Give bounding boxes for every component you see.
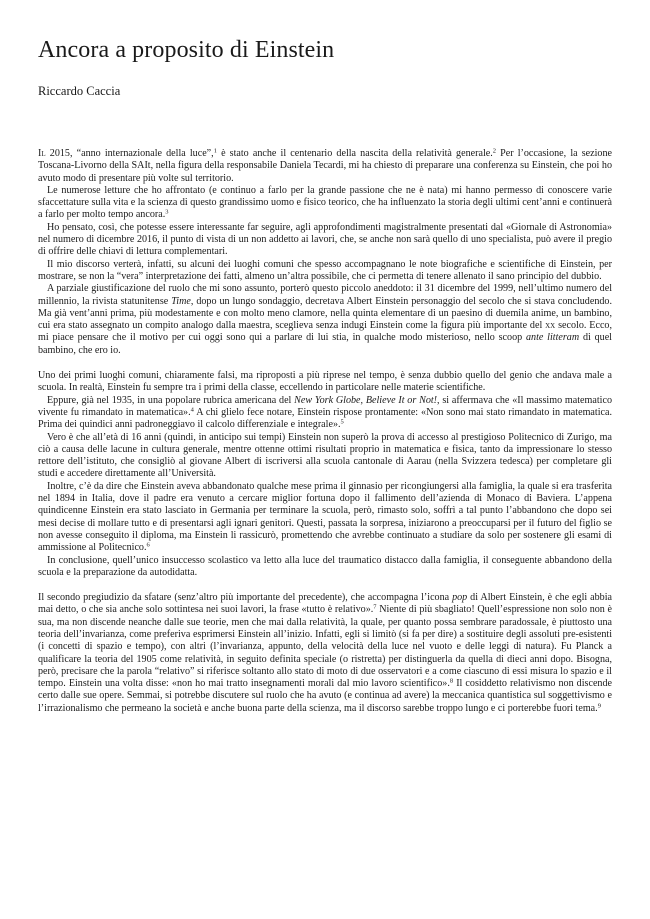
text-run: A chi glielo fece notare, Einstein rispose prontamente: «Non sono mai stato rimandato in matematica. Prima dei quindici anni padroneggiavo il calcolo differenziale e integrale». [38, 406, 612, 431]
footnote-marker: 7 [373, 603, 377, 611]
footnote-marker: 1 [213, 147, 217, 155]
text-run: Il mio discorso verterà, infatti, su alcuni dei luoghi comuni che spesso accompagnano le note biografiche e scientifiche di Einstein, per mostrare, se non la “vera” interpretazione dei fatti, almeno un’altra possibile, che ci permetta di tenere allenato il sano principio del dubbio. [38, 258, 612, 282]
article-section [38, 370, 612, 579]
footnote-marker: 4 [190, 406, 194, 414]
italic-text: New York Globe, Believe It or Not! [294, 394, 438, 406]
article-body [38, 148, 612, 715]
text-run: Le numerose letture che ho affrontato (e continuo a farlo per la grande passione che ne è nata) mi hanno permesso di conoscere varie sfaccettature sulla vita e la scienza di questo grandissimo uomo e fisico teorico, che ha influenzato la storia degli ultimi cent’anni e continuerà a farlo per molto tempo ancora. [38, 184, 612, 221]
article-section [38, 148, 612, 357]
paragraph [38, 432, 612, 481]
text-run: , dopo un lungo sondaggio, decretava Albert Einstein personaggio del secolo che si stava concludendo. Ma già vent’anni prima, più modestamente e con molto meno clamore, nella quinta elementare di un paesino di duemila anime, un bambino, cui era stato assegnato un compito analogo dalla maestra, sceglieva senza indugi Einstein come la figura più importante del [38, 295, 612, 332]
footnote-marker: 6 [146, 541, 150, 549]
article-page [38, 36, 612, 715]
text-run: Ho pensato, così, che potesse essere interessante far seguire, agli approfondimenti magistralmente presentati dal «Giornale di Astronomia» nel numero di dicembre 2016, il punto di vista di un non addetto ai lavori, che, se anche non sarà quello di uno specialista, può avere il pregio di offrire delle chiavi di lettura complementari. [38, 221, 612, 258]
paragraph [38, 283, 612, 357]
italic-text: pop [452, 592, 468, 604]
paragraph [38, 592, 612, 715]
text-run: Inoltre, c’è da dire che Einstein aveva abbandonato qualche mese prima il ginnasio per ricongiungersi alla famiglia, la quale si era trasferita nel 1894 in Italia, dove il padre era venuto a cercare miglior fortuna dopo il fallimento dell’azienda di Monaco di Baviera. L’appena quindicenne Einstein era stato lasciato in Germania per terminare la scuola, però, rimasto solo, soffrì a tal punto l’abbandono che dopo sei mesi decise di mollare tutto e di presentarsi agli ignari genitori. Questi, passata la sorpresa, iniziarono a preoccuparsi per il futuro del figlio se non avesse conseguito il diploma, ma Einstein li rassicurò, promettendo che avrebbe continuato a studiare da solo per sostenere gli esami di ammissione al Politecnico. [38, 480, 612, 554]
footnote-marker: 3 [165, 208, 169, 216]
text-run: secolo. Ecco, mi piace pensare che il motivo per cui oggi sono qui a parlare di lui stia, in qualche modo misterioso, nello scoop [38, 320, 612, 344]
text-run: Niente di più sbagliato! Quell’espressione non solo non è sua, ma non discende neanche dalle sue teorie, men che mai dalla relatività, la quale, per quanto possa sembrare paradossale, è piuttosto una teoria dell’invarianza, come preferiva esprimersi Einstein all’inizio. Infatti, egli si limitò (si fa per dire) a sostituire degli assoluti pre-esistenti (i concetti di spazio e tempo), con altri (l’invarianza, appunto, della velocità della luce nel vuoto e delle leggi di natura). Fu Planck a qualificare la teoria del 1905 come relatività, in seguito definita speciale (o ristretta) per distinguerla da quella di dieci anni dopo. Bisogna, però, precisare che la parola “relativo” si riferisce soltanto allo stato di moto di due osservatori e a come ciascuno di essi misura lo spazio e il tempo. Einstein una volta disse: «non ho mai tratto insegnamenti morali dal mio lavoro scientifico». [38, 604, 612, 690]
paragraph [38, 395, 612, 432]
text-run: di Albert Einstein, è che egli abbia mai detto, o che sia anche solo sottintesa nei suoi lavori, la frase «tutto è relativo». [38, 592, 612, 616]
paragraph [38, 555, 612, 580]
text-run: Uno dei primi luoghi comuni, chiaramente falsi, ma riproposti a più riprese nel tempo, è senza dubbio quello del genio che andava male a scuola. In realtà, Einstein fu sempre tra i primi della classe, eccellendo in particolare nelle materie scientifiche. [38, 370, 612, 394]
paragraph [38, 222, 612, 259]
paragraph [38, 370, 612, 395]
text-run: Il cosiddetto relativismo non discende certo dalle sue opere. Semmai, si potrebbe discutere sul ruolo che ha avuto (e continua ad avere) la meccanica quantistica sul soggettivismo e l’irrazionalismo che permeano la società e anche buona parte della scienza, ma il discorso sarebbe troppo lungo e ci porterebbe fuori tema. [38, 678, 612, 714]
footnote-marker: 9 [597, 702, 601, 710]
paragraph [38, 185, 612, 222]
paragraph [38, 481, 612, 555]
text-run: Vero è che all’età di 16 anni (quindi, in anticipo sui tempi) Einstein non superò la prova di accesso al prestigioso Politecnico di Zurigo, ma ciò a causa delle lacune in cultura generale, mentre ottenne ottimi risultati proprio in matematica e fisica, tanto da impressionare lo stesso rettore dell’istituto, che consigliò al giovane Albert di iscriversi alla scuola cantonale di Aarau (nella Svizzera tedesca) per completare gli studi e accedere direttamente all’Università. [38, 431, 612, 480]
paragraph [38, 148, 612, 185]
text-run: Per l’occasione, la sezione Toscana-Livorno della SAIt, nella figura della responsabile Daniela Tecardi, mi ha chiesto di preparare una conferenza su Einstein, che poi ho avuto modo di presentare più volte sul territorio. [38, 148, 612, 184]
article-section [38, 592, 612, 715]
italic-text: ante litteram [525, 332, 580, 344]
text-run: di quel bambino, che ero io. [38, 332, 612, 356]
text-run: Eppure, già nel 1935, in una popolare rubrica americana del [47, 394, 295, 406]
paragraph [38, 259, 612, 284]
italic-text: Time [171, 295, 191, 307]
footnote-marker: 8 [449, 677, 454, 685]
text-run: è stato anche il centenario della nascita della relatività generale. [216, 148, 493, 159]
article-author: Riccardo Caccia [38, 84, 121, 98]
small-caps-text: xx [545, 320, 556, 332]
text-run: Il secondo pregiudizio da sfatare (senz’altro più importante del precedente), che accompagna l’icona [38, 592, 453, 604]
article-title: Ancora a proposito di Einstein [38, 37, 335, 63]
text-run: , si affermava che «Il massimo matematico vivente fu rimandato in matematica». [38, 394, 612, 418]
text-run: In conclusione, quell’unico insuccesso scolastico va letto alla luce del traumatico distacco dalla famiglia, il conseguente abbandono della scuola e la preparazione da autodidatta. [38, 554, 612, 578]
small-caps-text: Il [38, 148, 46, 159]
footnote-marker: 5 [340, 418, 344, 426]
text-run: A parziale giustificazione del ruolo che mi sono assunto, porterò questo piccolo aneddoto: il 31 dicembre del 1999, nell’ultimo numero del millennio, la rivista statunitense [38, 283, 612, 307]
footnote-marker: 2 [492, 147, 496, 155]
text-run: 2015, “anno internazionale della luce”, [45, 148, 214, 159]
